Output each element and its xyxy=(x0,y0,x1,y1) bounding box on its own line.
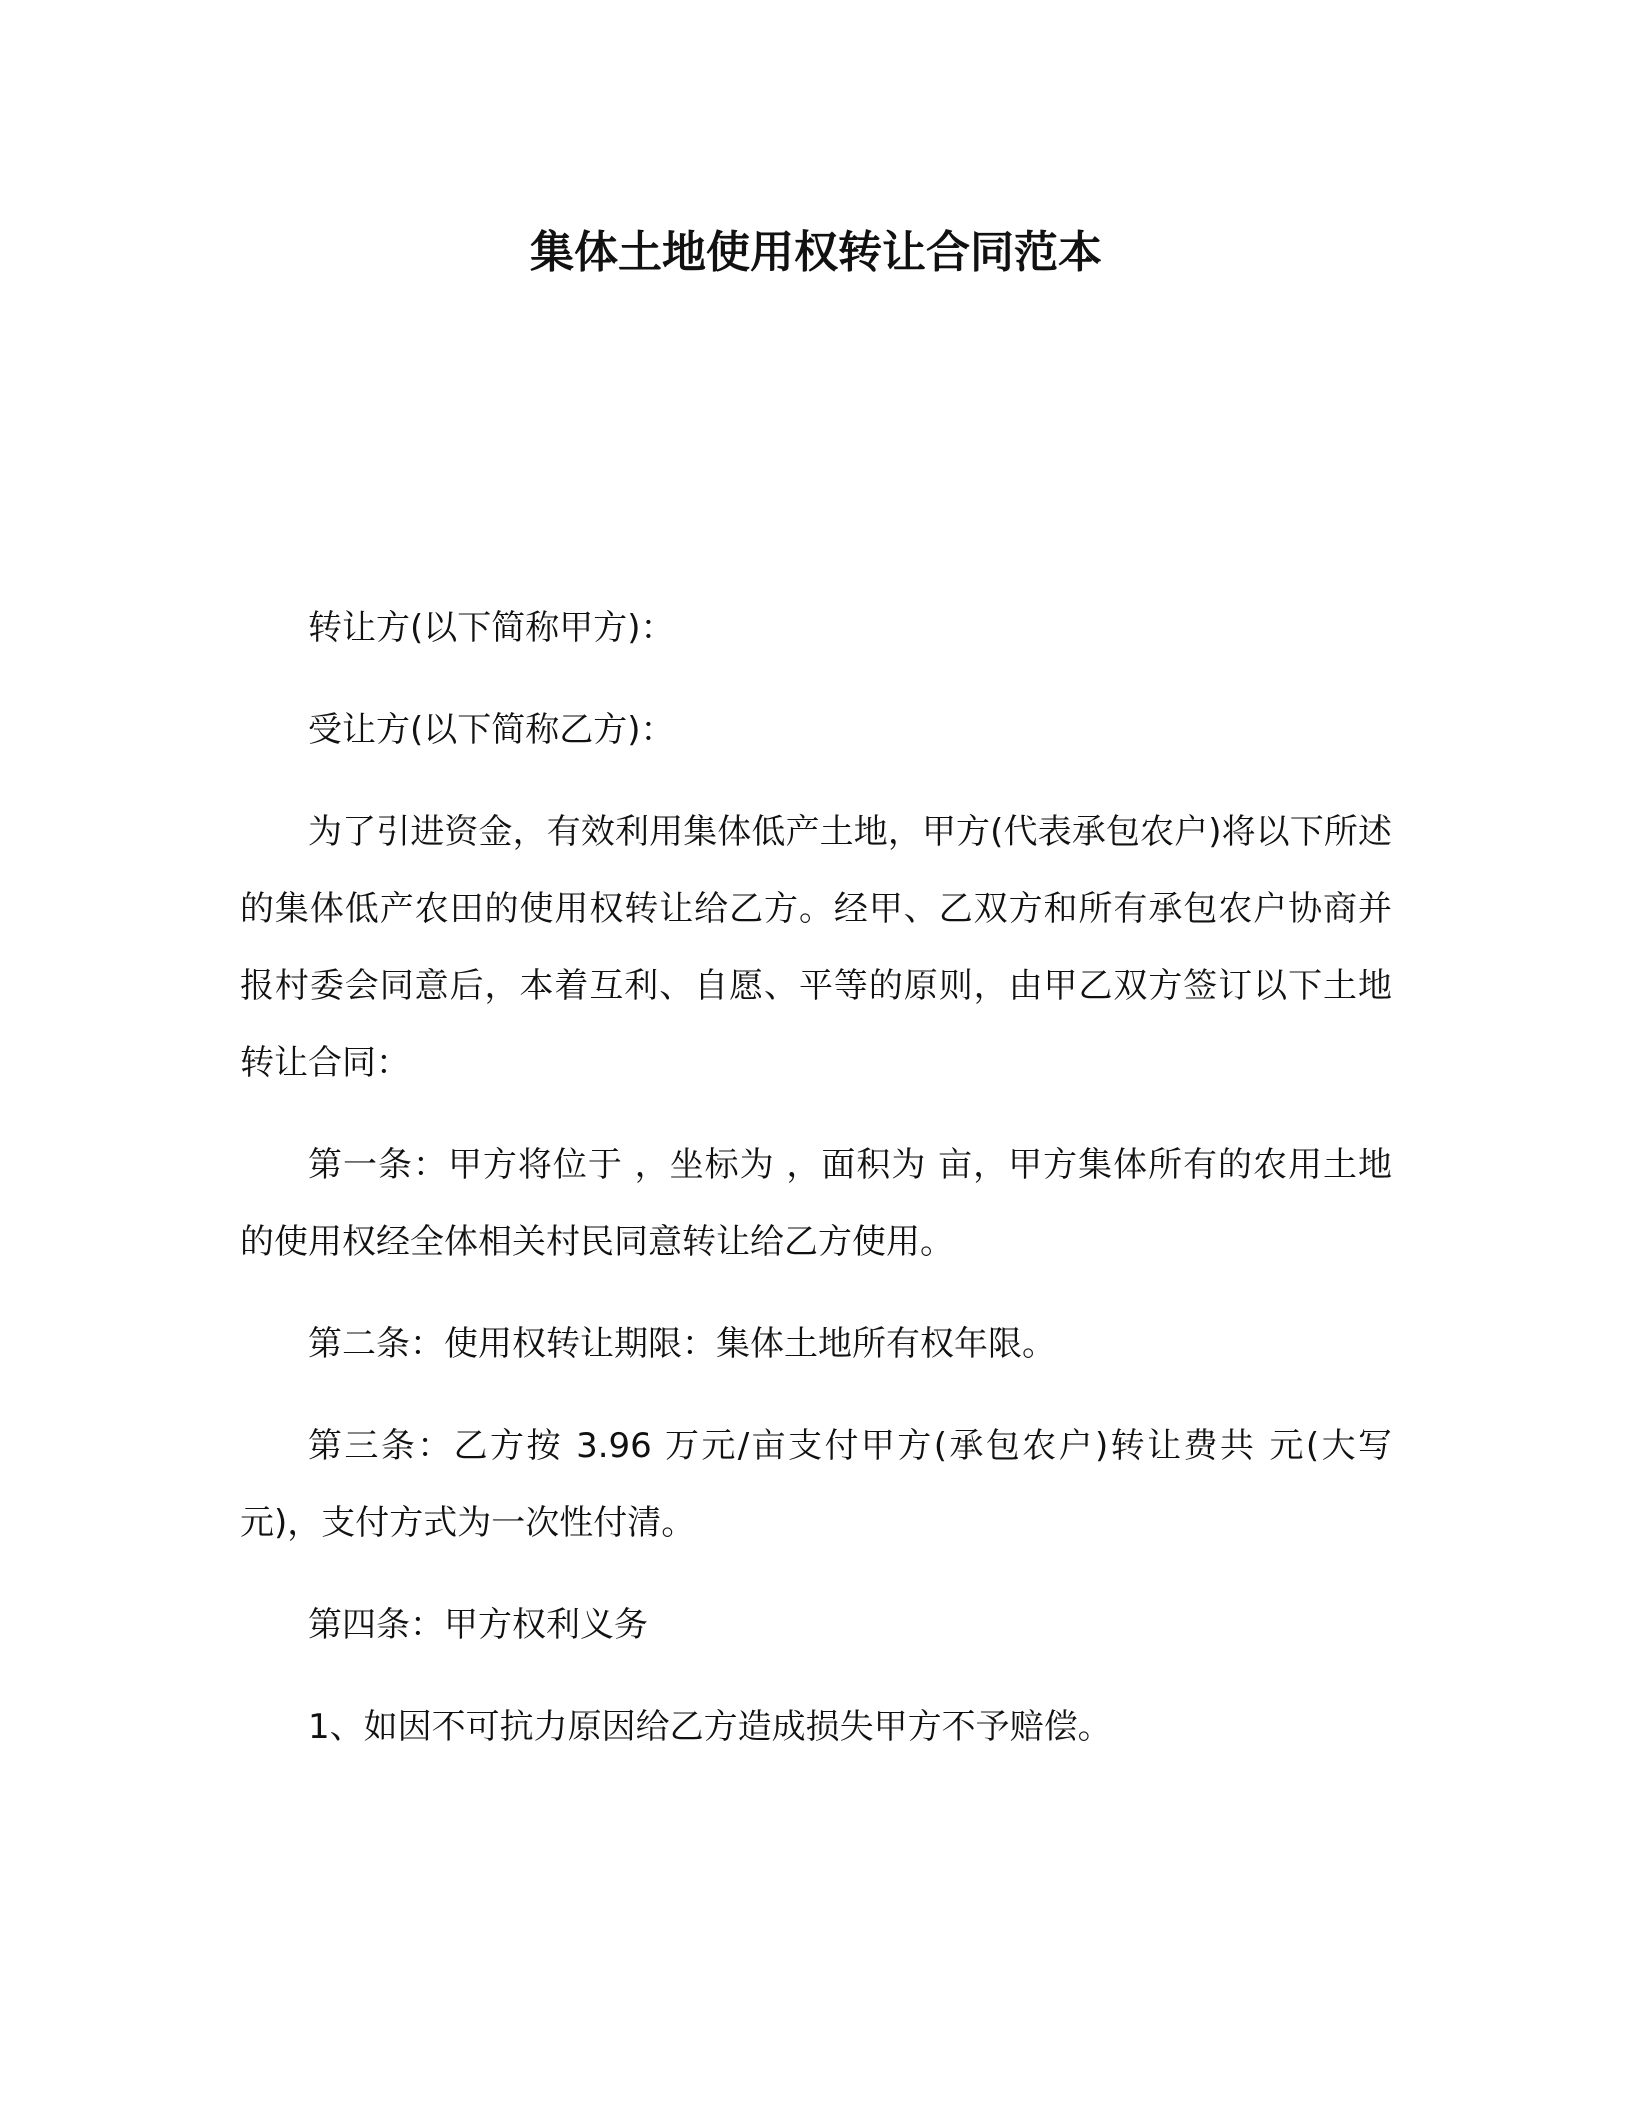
document-title: 集体土地使用权转让合同范本 xyxy=(530,227,1102,278)
document-body xyxy=(240,590,1392,1791)
paragraph-article-2: 第二条：使用权转让期限：集体土地所有权年限。 xyxy=(308,1324,1056,1364)
paragraph-article-4-heading: 第四条：甲方权利义务 xyxy=(308,1605,648,1645)
paragraph-transferor: 转让方(以下简称甲方)： xyxy=(308,608,675,648)
paragraph-article-4-item-1: 1、如因不可抗力原因给乙方造成损失甲方不予赔偿。 xyxy=(308,1707,1112,1747)
paragraph-article-1: 第一条：甲方将位于 ，坐标为 ，面积为 亩，甲方集体所有的农用土地的使用权经全体相关村民同意转让给乙方使用。 xyxy=(240,1145,1392,1262)
paragraph-preamble: 为了引进资金，有效利用集体低产土地，甲方(代表承包农户)将以下所述的集体低产农田的使用权转让给乙方。经甲、乙双方和所有承包农户协商并报村委会同意后，本着互利、自愿、平等的原则，由甲乙双方签订以下土地转让合同： xyxy=(240,812,1392,1083)
paragraph-transferee: 受让方(以下简称乙方)： xyxy=(308,710,675,750)
paragraph-article-3: 第三条：乙方按 3.96 万元/亩支付甲方(承包农户)转让费共 元(大写 元)，支付方式为一次性付清。 xyxy=(240,1426,1392,1543)
